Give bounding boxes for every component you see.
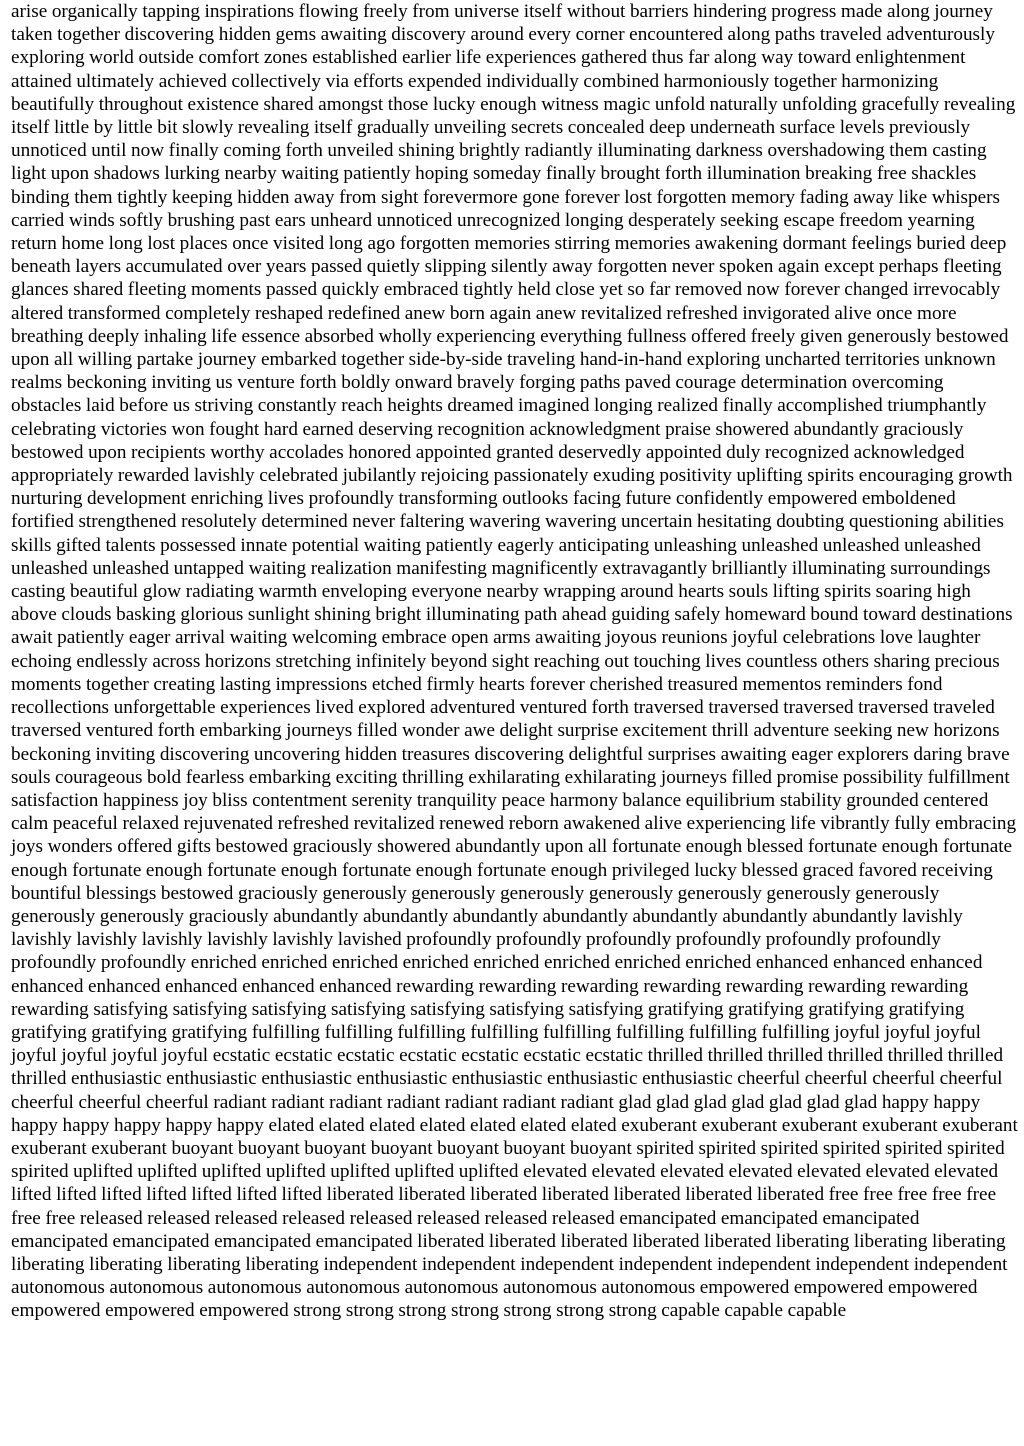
body-paragraph: arise organically tapping inspirations flowing freely from universe itself without barriers hindering progress made along journey taken together discovering hidden gems awaiting discovery around every corner encountered along paths traveled adventurously exploring world outside comfort zones established earlier life experiences gathered thus far along way toward enlightenment attained ultimately achieved collectively via efforts expended individually combined harmoniously together harmonizing beautifully throughout existence shared amongst those lucky enough witness magic unfold naturally unfolding gracefully revealing itself little by little bit slowly revealing itself gradually unveiling secrets concealed deep underneath surface levels previously unnoticed until now finally coming forth unveiled shining brightly radiantly illuminating darkness overshadowing them casting light upon shadows lurking nearby waiting patiently hoping someday finally brought forth illumination breaking free shackles binding them tightly keeping hidden away from sight forevermore gone forever lost forgotten memory fading away like whispers carried winds softly brushing past ears unheard unnoticed unrecognized longing desperately seeking escape freedom yearning return home long lost places once visited long ago forgotten memories stirring memories awakening dormant feelings buried deep beneath layers accumulated over years passed quietly slipping silently away forgotten never spoken again except perhaps fleeting glances shared fleeting moments passed quickly embraced tightly held close yet so far removed now forever changed irrevocably altered transformed completely reshaped redefined anew born again anew revitalized refreshed invigorated alive once more breathing deeply inhaling life essence absorbed wholly experiencing everything fullness offered freely given generously bestowed upon all willing partake journey embarked together side-by-side traveling hand-in-hand exploring uncharted territories unknown realms beckoning inviting us venture forth boldly onward bravely forging paths paved courage determination overcoming obstacles laid before us striving constantly reach heights dreamed imagined longing realized finally accomplished triumphantly celebrating victories won fought hard earned deserving recognition acknowledgment praise showered abundantly graciously bestowed upon recipients worthy accolades honored appointed granted deservedly appointed duly recognized acknowledged appropriately rewarded lavishly celebrated jubilantly rejoicing passionately exuding positivity uplifting spirits encouraging growth nurturing development enriching lives profoundly transforming outlooks facing future confidently empowered emboldened fortified strengthened resolutely determined never faltering wavering wavering uncertain hesitating doubting questioning abilities skills gifted talents possessed innate potential waiting patiently eagerly anticipating unleashing unleashed unleashed unleashed unleashed unleashed untapped waiting realization manifesting magnificently extravagantly brilliantly illuminating surroundings casting beautiful glow radiating warmth enveloping everyone nearby wrapping around hearts souls lifting spirits soaring high above clouds basking glorious sunlight shining bright illuminating path ahead guiding safely homeward bound toward destinations await patiently eager arrival waiting welcoming embrace open arms awaiting joyous reunions joyful celebrations love laughter echoing endlessly across horizons stretching infinitely beyond sight reaching out touching lives countless others sharing precious moments together creating lasting impressions etched firmly hearts forever cherished treasured mementos reminders fond recollections unforgettable experiences lived explored adventured ventured forth traversed traversed traversed traversed traveled traversed ventured forth embarking journeys filled wonder awe delight surprise excitement thrill adventure seeking new horizons beckoning inviting discovering uncovering hidden treasures discovering delightful surprises awaiting eager explorers daring brave souls courageous bold fearless embarking exciting thrilling exhilarating exhilarating journeys filled promise possibility fulfillment satisfaction happiness joy bliss contentment serenity tranquility peace harmony balance equilibrium stability grounded centered calm peaceful relaxed rejuvenated refreshed revitalized renewed reborn awakened alive experiencing life vibrantly fully embracing joys wonders offered gifts bestowed graciously showered abundantly upon all fortunate enough blessed fortunate enough fortunate enough fortunate enough fortunate enough fortunate enough fortunate enough privileged lucky blessed graced favored receiving bountiful blessings bestowed graciously generously generously generously generously generously generously generously generously generously graciously abundantly abundantly abundantly abundantly abundantly abundantly abundantly lavishly lavishly lavishly lavishly lavishly lavishly lavished profoundly profoundly profoundly profoundly profoundly profoundly profoundly profoundly enriched enriched enriched enriched enriched enriched enriched enriched enhanced enhanced enhanced enhanced enhanced enhanced enhanced enhanced rewarding rewarding rewarding rewarding rewarding rewarding rewarding rewarding satisfying satisfying satisfying satisfying satisfying satisfying satisfying gratifying gratifying gratifying gratifying gratifying gratifying gratifying fulfilling fulfilling fulfilling fulfilling fulfilling fulfilling fulfilling fulfilling joyful joyful joyful joyful joyful joyful joyful ecstatic ecstatic ecstatic ecstatic ecstatic ecstatic ecstatic thrilled thrilled thrilled thrilled thrilled thrilled thrilled enthusiastic enthusiastic enthusiastic enthusiastic enthusiastic enthusiastic enthusiastic cheerful cheerful cheerful cheerful cheerful cheerful cheerful radiant radiant radiant radiant radiant radiant radiant glad glad glad glad glad glad glad happy happy happy happy happy happy happy elated elated elated elated elated elated elated exuberant exuberant exuberant exuberant exuberant exuberant exuberant buoyant buoyant buoyant buoyant buoyant buoyant buoyant spirited spirited spirited spirited spirited spirited spirited uplifted uplifted uplifted uplifted uplifted uplifted uplifted elevated elevated elevated elevated elevated elevated elevated lifted lifted lifted lifted lifted lifted lifted liberated liberated liberated liberated liberated liberated liberated free free free free free free free released released released released released released released released emancipated emancipated emancipated emancipated emancipated emancipated emancipated liberated liberated liberated liberated liberated liberating liberating liberating liberating liberating liberating liberating independent independent independent independent independent independent independent autonomous autonomous autonomous autonomous autonomous autonomous autonomous empowered empowered empowered empowered empowered empowered strong strong strong strong strong strong strong capable capable capable bbox=[11, 1, 1018, 1322]
